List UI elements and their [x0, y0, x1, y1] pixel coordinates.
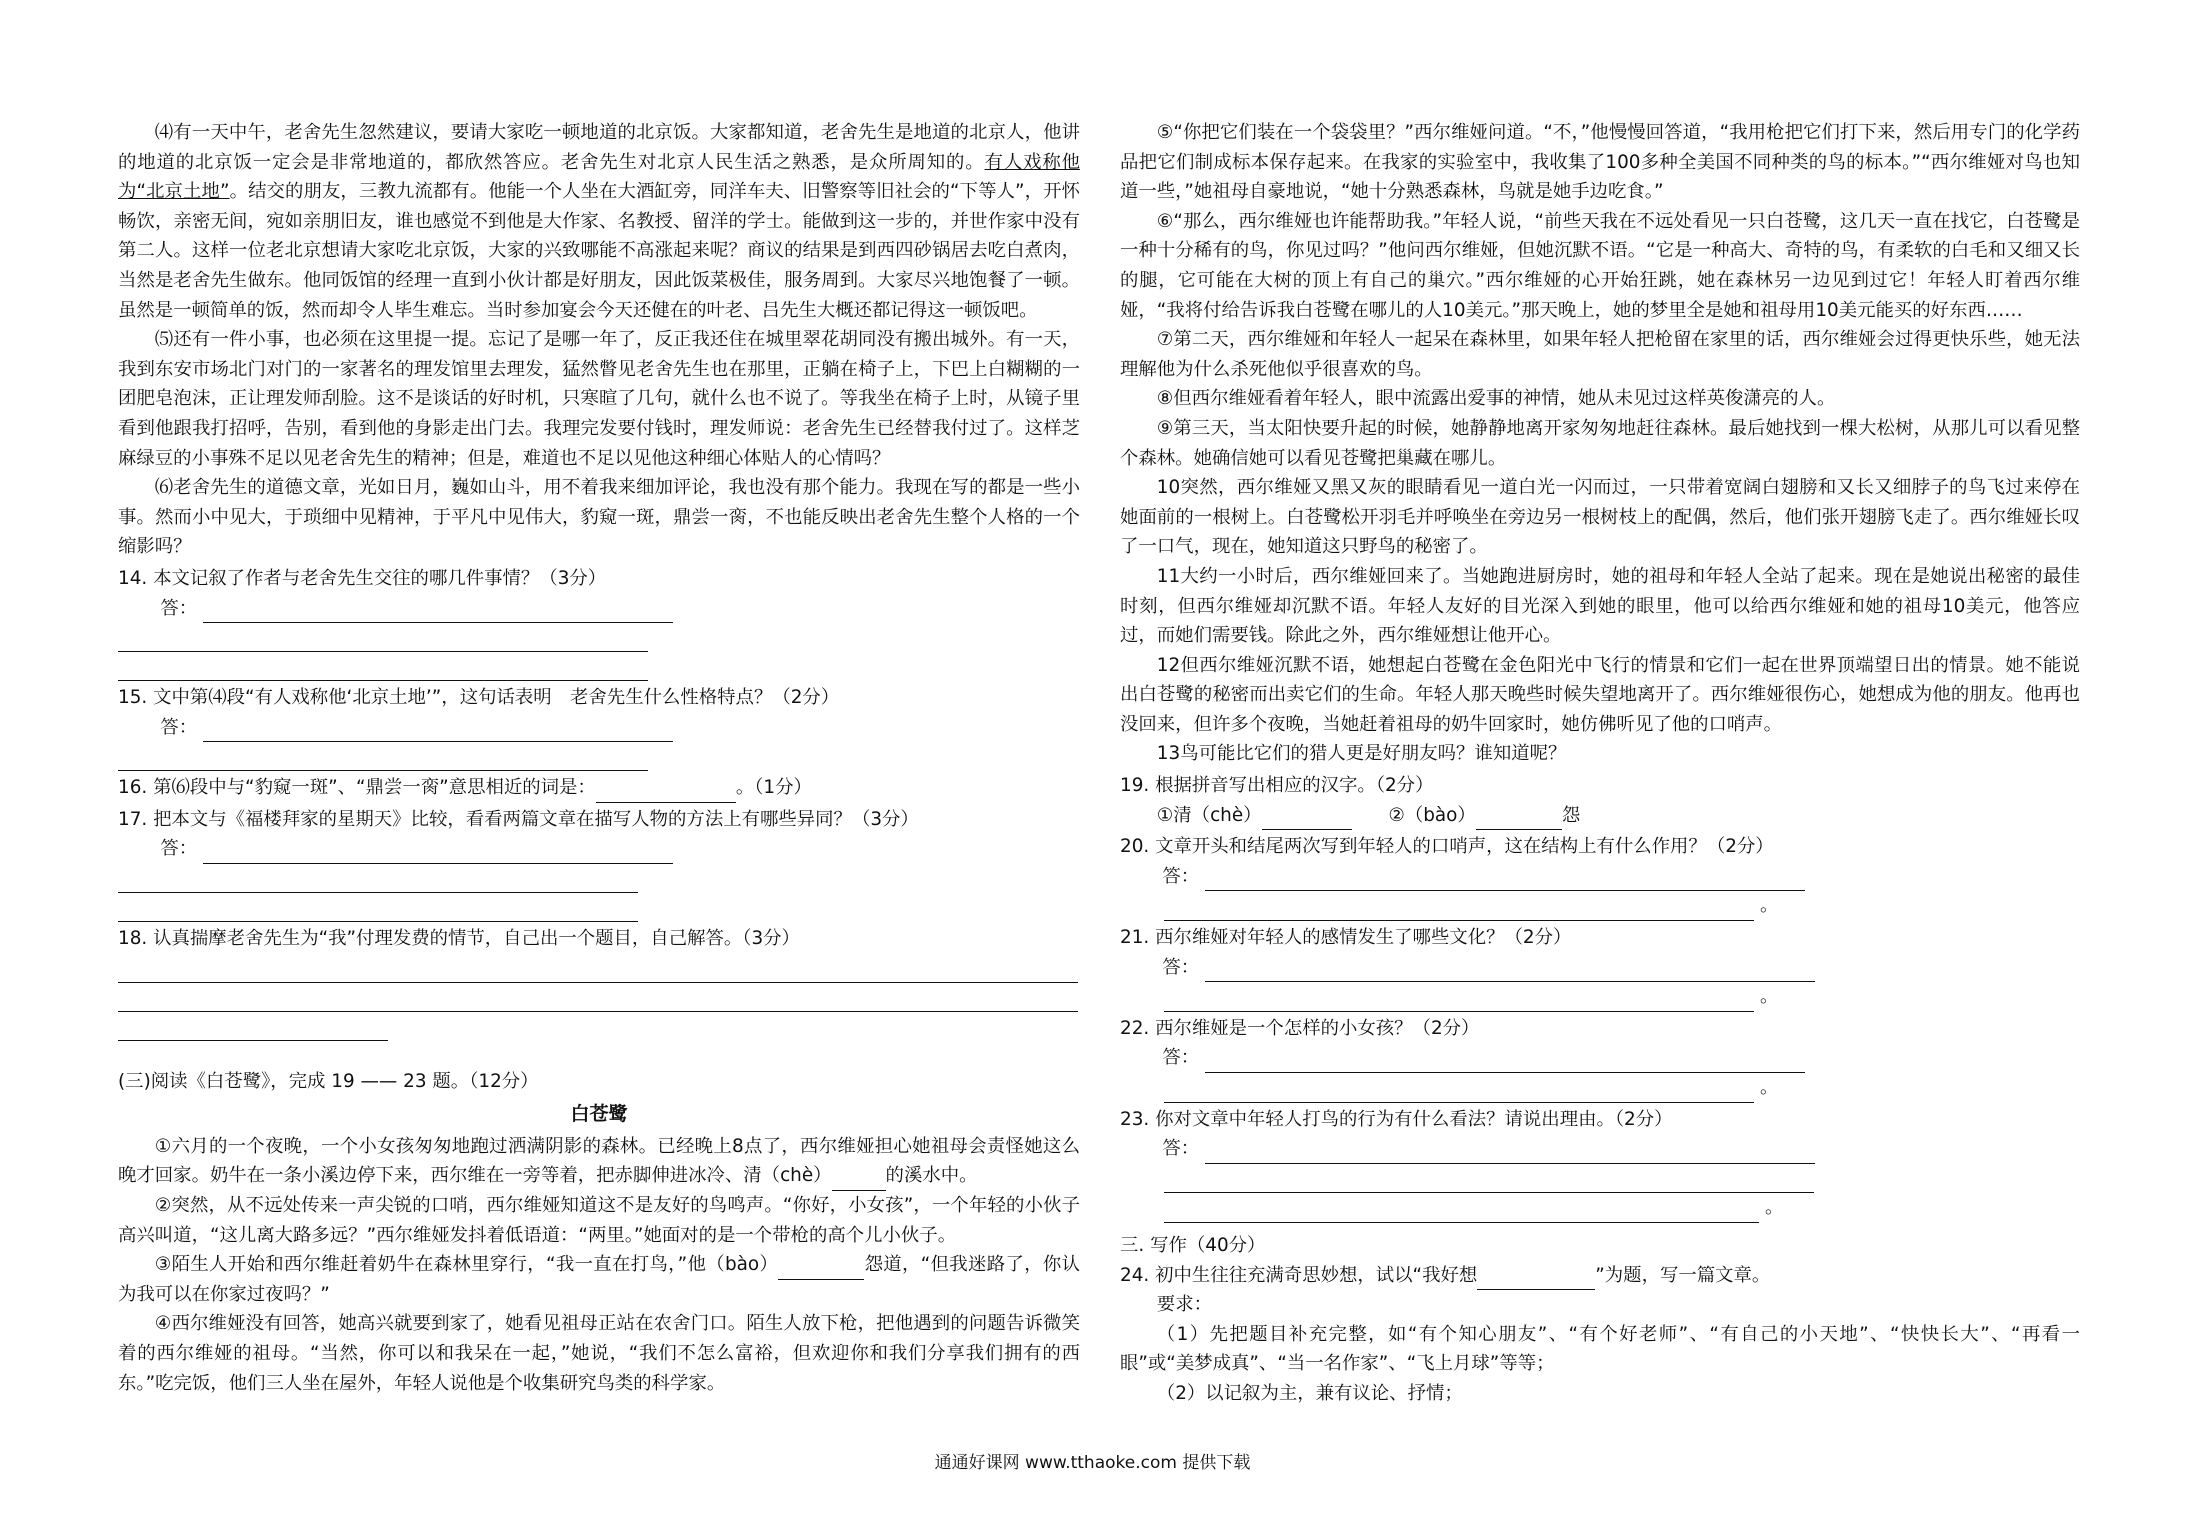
- answer-17-line-1[interactable]: [118, 834, 1080, 864]
- question-21: 21. 西尔维娅对年轻人的感情发生了哪些文化？（2分）: [1120, 927, 1572, 949]
- answer-18-line-3[interactable]: [118, 1012, 388, 1041]
- period: 。: [1760, 895, 1779, 917]
- story-paragraph-7: ⑦第二天，西尔维娅和年轻人一起呆在森林里，如果年轻人把枪留在家里的话，西尔维娅会过得更快乐些，她无法理解他为什么杀死他似乎很喜欢的鸟。: [1120, 329, 2080, 380]
- question-23: 23. 你对文章中年轻人打鸟的行为有什么看法？请说出理由。（2分）: [1120, 1108, 1673, 1130]
- question-19-item-2-suffix: 怨: [1561, 804, 1581, 826]
- story-paragraph-6: ⑥“那么，西尔维娅也许能帮助我。”年轻人说，“前些天我在不远处看见一只白苍鹭，这几天一直在找它，白苍鹭是一种十分稀有的鸟，你见过吗？”他问西尔维娅，但她沉默不语。“它是一种高大、奇特的鸟，有柔软的白毛和又细又长的腿，它可能在大树的顶上有自己的巢穴。”西尔维娅的心开始狂跳，她在森林另一边见到过它！年轻人盯着西尔维娅，“我将付给告诉我白苍鹭在哪儿的人10美元。”那天晚上，她的梦里全是她和祖母用10美元能买的好东西……: [1120, 210, 2080, 321]
- answer-label: 答：: [160, 716, 198, 738]
- paragraph-4-text: ⑷有一天中午，老舍先生忽然建议，要请大家吃一顿地道的北京饭。大家都知道，老舍先生是地道的北京人，他讲的地道的北京饭一定会是非常地道的，都欣然答应。老舍先生对北京人民生活之熟悉，是众所周知的。: [118, 122, 1080, 173]
- paragraph-6: ⑹老舍先生的道德文章，光如日月，巍如山斗，用不着我来细加评论，我也没有那个能力。我现在写的都是一些小事。然而小中见大，于琐细中见精神，于平凡中见伟大，豹窥一斑，鼎尝一脔，不也能反映出老舍先生整个人格的一个缩影吗？: [118, 477, 1080, 558]
- story-paragraph-5: ⑤“你把它们装在一个袋袋里？”西尔维娅问道。“不，”他慢慢回答道，“我用枪把它们打下来，然后用专门的化学药品把它们制成标本保存起来。在我家的实验室中，我收集了100多种全美国不同种类的鸟的标本。”“西尔维娅对鸟也知道一些，”她祖母自豪地说，“她十分熟悉森林，鸟就是她手边吃食。”: [1120, 122, 2080, 203]
- requirements-label: 要求：: [1156, 1294, 1212, 1316]
- question-19-item-2: ②（bào）: [1388, 804, 1476, 826]
- answer-label: 答：: [1162, 1047, 1200, 1069]
- question-16-points: 。（1分）: [735, 777, 812, 799]
- story-paragraph-3-text: ③陌生人开始和西尔维赶着奶牛在森林里穿行，“我一直在打鸟，”他（bào）: [154, 1254, 779, 1276]
- story-paragraph-9: ⑨第三天，当太阳快要升起的时候，她静静地离开家匆匆地赶往森林。最后她找到一棵大松树，从那儿可以看见整个森林。她确信她可以看见苍鹭把巢藏在哪儿。: [1120, 417, 2080, 469]
- period: 。: [1765, 1197, 1784, 1219]
- story-paragraph-1: [118, 1132, 1080, 1191]
- question-14: 14. 本文记叙了作者与老舍先生交往的哪几件事情？（3分）: [118, 567, 607, 589]
- answer-20-line-1[interactable]: [1120, 862, 2080, 892]
- answer-18-line-2[interactable]: [118, 983, 1078, 1012]
- period: 。: [1760, 1077, 1779, 1098]
- answer-19-blank-1[interactable]: [1262, 809, 1352, 830]
- paragraph-4-rest: 。结交的朋友，三教九流都有。他能一个人坐在大酒缸旁，同洋车夫、旧警察等旧社会的“下等人”，开怀畅饮，亲密无间，宛如亲朋旧友，谁也感觉不到他是大作家、名教授、留洋的学士。能做到这一步的，并世作家中没有第二人。这样一位老北京想请大家吃北京饭，大家的兴致哪能不高涨起来呢？商议的结果是到西四砂锅居去吃白煮肉，当然是老舍先生做东。他同饭馆的经理一直到小伙计都是好朋友，因此饭菜极佳，服务周到。大家尽兴地饱餐了一顿。虽然是一顿简单的饭，然而却令人毕生难忘。当时参加宴会今天还健在的叶老、吕先生大概还都记得这一顿饭吧。: [118, 181, 1081, 321]
- answer-label: 答：: [1162, 956, 1200, 978]
- story-paragraph-8: ⑧但西尔维娅看着年轻人，眼中流露出爱事的神情，她从未见过这样英俊潇亮的人。: [1156, 388, 1836, 410]
- answer-label: 答：: [160, 597, 198, 619]
- question-22: 22. 西尔维娅是一个怎样的小女孩？（2分）: [1120, 1017, 1480, 1039]
- page-footer: 通通好课网 www.tthaoke.com 提供下载: [934, 1453, 1251, 1473]
- question-15: 15. 文中第⑷段“有人戏称他‘北京土地’”，这句话表明 老舍先生什么性格特点？（2分）: [118, 687, 840, 709]
- requirement-1: （1）先把题目补充完整，如“有个知心朋友”、“有个好老师”、“有自己的小天地”、“快快长大”、“再看一眼”或“美梦成真”、“当一名作家”、“飞上月球”等等；: [1120, 1323, 2080, 1375]
- answer-19-blank-2[interactable]: [1476, 809, 1562, 830]
- question-19-items: [1120, 801, 2080, 831]
- answer-15-line-2[interactable]: [118, 742, 648, 771]
- answer-22-line-2[interactable]: [1120, 1073, 2080, 1103]
- answer-20-line-2[interactable]: [1120, 891, 2080, 921]
- blank-1[interactable]: [832, 1170, 886, 1191]
- question-24-title-blank[interactable]: [1477, 1269, 1595, 1290]
- paragraph-4-underlined: 有人戏称他为“北京土地”: [118, 151, 1080, 203]
- answer-label: 答：: [160, 838, 198, 860]
- requirement-2: （2）以记叙为主，兼有议论、抒情；: [1156, 1382, 1463, 1404]
- answer-17-line-2[interactable]: [118, 864, 638, 893]
- answer-21-line-2[interactable]: [1120, 982, 2080, 1012]
- story-title: 白苍鹭: [570, 1103, 628, 1126]
- answer-14-line-1[interactable]: [118, 594, 1080, 624]
- question-20: 20. 文章开头和结尾两次写到年轻人的口哨声，这在结构上有什么作用？（2分）: [1120, 836, 1774, 858]
- story-paragraph-1-text: ①六月的一个夜晚，一个小女孩匆匆地跑过洒满阴影的森林。已经晚上8点了，西尔维娅担心她祖母会责怪她这么晚才回家。奶牛在一条小溪边停下来，西尔维在一旁等着，把赤脚伸进冰冷、清（chè）: [118, 1135, 1080, 1187]
- answer-label: 答：: [1162, 1138, 1200, 1160]
- answer-15-line-1[interactable]: [118, 713, 1080, 743]
- question-24-text: 24. 初中生往往充满奇思妙想，试以“我好想: [1120, 1264, 1478, 1286]
- question-16: [118, 773, 1080, 803]
- question-17: 17. 把本文与《福楼拜家的星期天》比较，看看两篇文章在描写人物的方法上有哪些异同？（3分）: [118, 808, 919, 830]
- answer-label: 答：: [1162, 865, 1200, 887]
- story-paragraph-11: 11大约一小时后，西尔维娅回来了。当她跑进厨房时，她的祖母和年轻人全站了起来。现在是她说出秘密的最佳时刻，但西尔维娅却沉默不语。年轻人友好的目光深入到她的眼里，他可以给西尔维娅和她的祖母10美元，他答应过，而她们需要钱。除此之外，西尔维娅想让他开心。: [1120, 565, 2080, 647]
- answer-17-line-3[interactable]: [118, 893, 638, 922]
- story-paragraph-10: 10突然，西尔维娅又黑又灰的眼睛看见一道白光一闪而过，一只带着宽阔白翅膀和又长又细脖子的鸟飞过来停在她面前的一根树上。白苍鹭松开羽毛并呼唤坐在旁边另一根树枝上的配偶，然后，他们张开翅膀飞走了。西尔维娅长叹了一口气，现在，她知道这只野鸟的秘密了。: [1120, 477, 2080, 558]
- story-paragraph-3-rest: 怨道，“但我迷路了，你认为我可以在你家过夜吗？”: [118, 1254, 1081, 1305]
- blank-2[interactable]: [778, 1259, 864, 1280]
- question-16-blank[interactable]: [596, 782, 736, 803]
- right-column: [1120, 118, 2080, 1409]
- question-24: [1120, 1261, 2080, 1291]
- period: 。: [1760, 986, 1779, 1008]
- left-column: [118, 118, 1080, 1398]
- paragraph-5: ⑸还有一件小事，也必须在这里提一提。忘记了是哪一年了，反正我还住在城里翠花胡同没有搬出城外。有一天，我到东安市场北门对门的一家著名的理发馆里去理发，猛然瞥见老舍先生也在那里，正躺在椅子上，下巴上白糊糊的一团肥皂泡沫，正让理发师刮脸。这不是谈话的好时机，只寒暄了几句，就什么也不说了。等我坐在椅子上时，从镜子里看到他跟我打招呼，告别，看到他的身影走出门去。我理完发要付钱时，理发师说：老舍先生已经替我付过了。这样芝麻绿豆的小事殊不足以见老舍先生的精神；但是，难道也不足以见他这种细心体贴人的心情吗？: [118, 329, 1080, 469]
- story-paragraph-12: 12但西尔维娅沉默不语，她想起白苍鹭在金色阳光中飞行的情景和它们一起在世界顶端望日出的情景。她不能说出白苍鹭的秘密而出卖它们的生命。年轻人那天晚些时候失望地离开了。西尔维娅很伤心，她想成为他的朋友。他再也没回来，但许多个夜晚，当她赶着祖母的奶牛回家时，她仿佛听见了他的口哨声。: [1120, 654, 2080, 735]
- answer-23-line-1[interactable]: [1120, 1134, 2080, 1164]
- answer-18-line-1[interactable]: [118, 954, 1078, 983]
- paragraph-4: [118, 118, 1080, 325]
- question-19: 19. 根据拼音写出相应的汉字。（2分）: [1120, 775, 1434, 797]
- answer-14-line-2[interactable]: [118, 623, 648, 652]
- question-24-rest: ”为题，写一篇文章。: [1595, 1264, 1771, 1286]
- answer-21-line-1[interactable]: [1120, 953, 2080, 983]
- story-paragraph-1-rest: 的溪水中。: [885, 1165, 978, 1187]
- question-18: 18. 认真揣摩老舍先生为“我”付理发费的情节，自己出一个题目，自己解答。（3分）: [118, 928, 800, 950]
- question-19-item-1: ①清（chè）: [1156, 804, 1262, 826]
- story-paragraph-4: ④西尔维娅没有回答，她高兴就要到家了，她看见祖母正站在农舍门口。陌生人放下枪，把他遇到的问题告诉微笑着的西尔维娅的祖母。“当然，你可以和我呆在一起，”她说，“我们不怎么富裕，但欢迎你和我们分享我们拥有的西东。”吃完饭，他们三人坐在屋外，年轻人说他是个收集研究鸟类的科学家。: [118, 1313, 1080, 1394]
- question-16-text: 16. 第⑹段中与“豹窥一斑”、“鼎尝一脔”意思相近的词是：: [118, 777, 596, 799]
- story-paragraph-2: ②突然，从不远处传来一声尖锐的口哨，西尔维娅知道这不是友好的鸟鸣声。“你好，小女孩”，一个年轻的小伙子高兴叫道，“这儿离大路多远？”西尔维娅发抖着低语道：“两里。”她面对的是一个带枪的高个儿小伙子。: [118, 1195, 1080, 1246]
- section-3-heading: (三)阅读《白苍鹭》，完成 19 —— 23 题。（12分）: [118, 1070, 539, 1092]
- answer-14-line-3[interactable]: [118, 652, 648, 681]
- story-paragraph-3: [118, 1250, 1080, 1309]
- answer-22-line-1[interactable]: [1120, 1043, 2080, 1073]
- story-paragraph-13: 13鸟可能比它们的猎人更是好朋友吗？谁知道呢？: [1156, 743, 1567, 765]
- writing-section-heading: 三. 写作（40分）: [1120, 1234, 1266, 1256]
- answer-23-line-2[interactable]: [1120, 1164, 2080, 1194]
- answer-23-line-3[interactable]: [1120, 1193, 2080, 1223]
